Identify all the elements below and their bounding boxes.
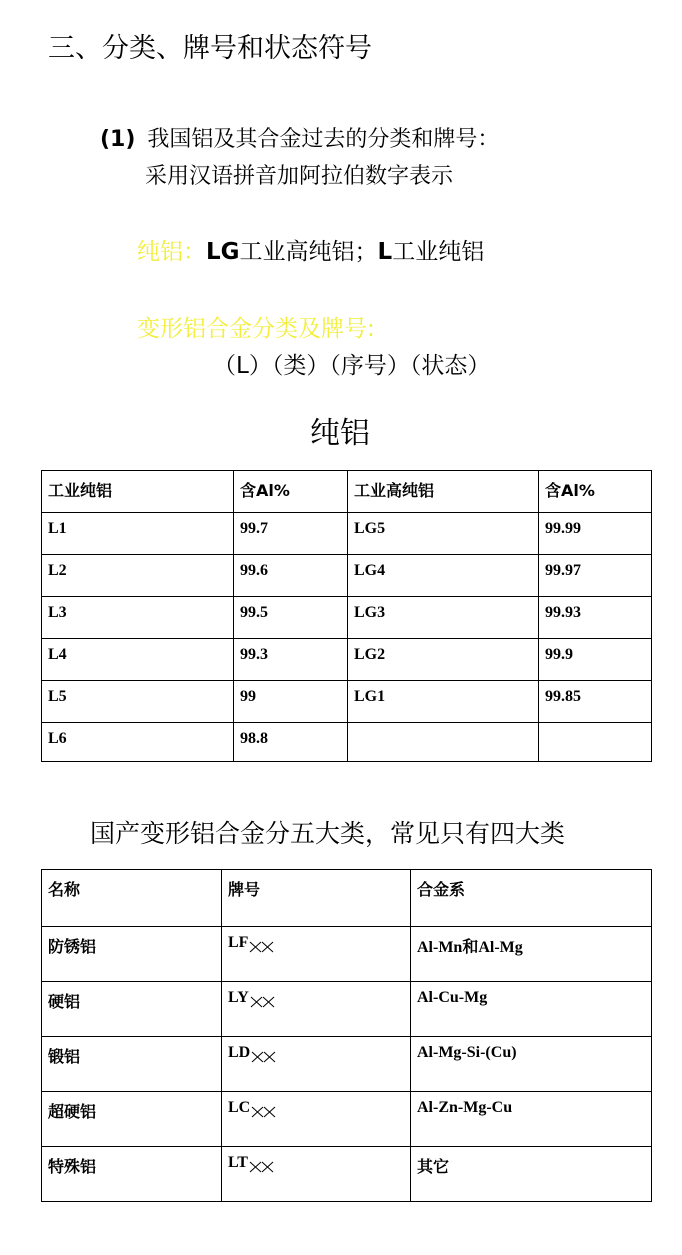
table-cell: L6 bbox=[42, 723, 234, 762]
deformed-alloy-table bbox=[41, 869, 652, 1202]
table-cell: 99 bbox=[234, 681, 348, 723]
header-cell: 工业高纯铝 bbox=[348, 471, 539, 513]
table-row bbox=[42, 982, 652, 1037]
table-cell: 其它 bbox=[411, 1147, 652, 1202]
double-cross-placeholder-icon bbox=[250, 996, 276, 1008]
table-cell: LG2 bbox=[348, 639, 539, 681]
section-heading bbox=[100, 122, 499, 153]
table-cell bbox=[539, 723, 652, 762]
table-cell: LG4 bbox=[348, 555, 539, 597]
table-cell: 99.5 bbox=[234, 597, 348, 639]
section-heading-text: 我国铝及其合金过去的分类和牌号： bbox=[147, 127, 500, 152]
table-row bbox=[42, 1147, 652, 1202]
page-title: 三、分类、牌号和状态符号 bbox=[48, 33, 372, 64]
table-row bbox=[42, 555, 652, 597]
table-cell: L4 bbox=[42, 639, 234, 681]
double-cross-placeholder-icon bbox=[251, 1051, 277, 1063]
grade-pattern: （L）（类）（序号）（状态） bbox=[213, 353, 491, 379]
table-row bbox=[42, 927, 652, 982]
header-cell: 名称 bbox=[42, 870, 222, 927]
alloy-table-caption: 国产变形铝合金分五大类，常见只有四大类 bbox=[90, 819, 566, 848]
grade-cell bbox=[222, 1147, 411, 1202]
table-cell: Al-Zn-Mg-Cu bbox=[411, 1092, 652, 1147]
table-header-row bbox=[42, 870, 652, 927]
pure-table-caption: 纯铝 bbox=[310, 416, 370, 451]
grade-cell bbox=[222, 1092, 411, 1147]
table-row bbox=[42, 681, 652, 723]
table-cell: 99.97 bbox=[539, 555, 652, 597]
table-cell: Al-Mg-Si-(Cu) bbox=[411, 1037, 652, 1092]
table-row bbox=[42, 597, 652, 639]
table-cell: LG3 bbox=[348, 597, 539, 639]
header-cell: 工业纯铝 bbox=[42, 471, 234, 513]
table-cell: L3 bbox=[42, 597, 234, 639]
header-cell: 含Al% bbox=[234, 471, 348, 513]
grade-cell bbox=[222, 927, 411, 982]
table-cell: 硬铝 bbox=[42, 982, 222, 1037]
code-lg: LG bbox=[206, 239, 240, 265]
header-cell: 牌号 bbox=[222, 870, 411, 927]
table-row bbox=[42, 513, 652, 555]
table-cell: 99.99 bbox=[539, 513, 652, 555]
section-subheading: 采用汉语拼音加阿拉伯数字表示 bbox=[145, 164, 454, 189]
table-cell: L1 bbox=[42, 513, 234, 555]
table-row bbox=[42, 639, 652, 681]
header-cell: 含Al% bbox=[539, 471, 652, 513]
table-cell: 99.93 bbox=[539, 597, 652, 639]
double-cross-placeholder-icon bbox=[249, 941, 275, 953]
double-cross-placeholder-icon bbox=[251, 1106, 277, 1118]
code-lg-desc: 工业高纯铝； bbox=[239, 239, 378, 265]
table-cell: LG1 bbox=[348, 681, 539, 723]
code-l-desc: 工业纯铝 bbox=[392, 239, 485, 265]
double-cross-placeholder-icon bbox=[249, 1161, 275, 1173]
grade-cell bbox=[222, 1037, 411, 1092]
grade-code: LD bbox=[228, 1044, 251, 1061]
table-cell: 99.6 bbox=[234, 555, 348, 597]
code-l: L bbox=[377, 239, 393, 265]
table-cell bbox=[348, 723, 539, 762]
grade-code: LC bbox=[228, 1099, 251, 1116]
table-header-row bbox=[42, 471, 652, 513]
table-cell: 99.7 bbox=[234, 513, 348, 555]
table-row bbox=[42, 1037, 652, 1092]
header-cell: 合金系 bbox=[411, 870, 652, 927]
table-cell: L5 bbox=[42, 681, 234, 723]
table-cell: 防锈铝 bbox=[42, 927, 222, 982]
grade-cell bbox=[222, 982, 411, 1037]
grade-code: LF bbox=[228, 934, 249, 951]
table-cell: 特殊铝 bbox=[42, 1147, 222, 1202]
table-cell: 99.85 bbox=[539, 681, 652, 723]
pure-aluminum-line bbox=[137, 233, 484, 266]
grade-code: LY bbox=[228, 989, 249, 1006]
table-cell: L2 bbox=[42, 555, 234, 597]
table-cell: Al-Cu-Mg bbox=[411, 982, 652, 1037]
table-cell: 99.3 bbox=[234, 639, 348, 681]
pure-aluminum-table bbox=[41, 470, 652, 762]
pure-aluminum-label: 纯铝： bbox=[137, 239, 206, 265]
grade-code: LT bbox=[228, 1154, 248, 1171]
table-row bbox=[42, 1092, 652, 1147]
table-cell: 98.8 bbox=[234, 723, 348, 762]
table-row bbox=[42, 723, 652, 762]
section-number: (1) bbox=[100, 127, 136, 152]
table-cell: Al-Mn和Al-Mg bbox=[411, 927, 652, 982]
table-cell: 锻铝 bbox=[42, 1037, 222, 1092]
table-cell: 99.9 bbox=[539, 639, 652, 681]
table-cell: 超硬铝 bbox=[42, 1092, 222, 1147]
table-cell: LG5 bbox=[348, 513, 539, 555]
deformed-alloy-heading: 变形铝合金分类及牌号: bbox=[137, 316, 375, 342]
